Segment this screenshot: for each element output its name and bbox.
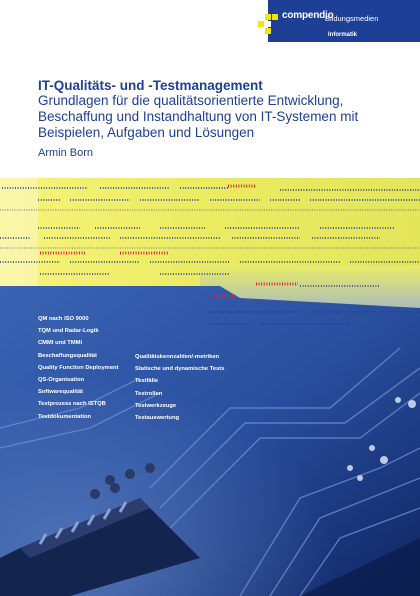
topic-item: Beschaffungsqualität <box>38 352 97 359</box>
topic-item: Quality Function Deployment <box>38 364 119 371</box>
topic-item: Testfälle <box>135 378 159 385</box>
topic-item: Testrollen <box>135 390 163 397</box>
topic-item: Testdokumentation <box>38 413 92 420</box>
topic-item: CMMI und TMMi <box>38 340 83 347</box>
topic-item: QS-Organisation <box>38 376 85 383</box>
topic-item: Testauswertung <box>135 414 180 421</box>
topics-list-right <box>135 351 224 424</box>
topic-item: Testprozess nach ISTQB <box>38 401 106 408</box>
series-label: Informatik <box>328 32 358 38</box>
publisher-brand: compendio <box>282 10 334 21</box>
topics-list-left <box>38 313 119 423</box>
topic-item: Softwarequalität <box>38 389 84 396</box>
book-subtitle: Grundlagen für die qualitätsorientierte Entwicklung, Beschaffung und Instandhaltung von IT-Systemen mit Beispielen, Aufgaben und Lösungen <box>38 93 359 140</box>
topic-item: Statische und dynamische Tests <box>135 366 225 373</box>
topic-item: Testwerkzeuge <box>135 402 177 409</box>
book-author: Armin Born <box>38 147 94 159</box>
publisher-logo-icon <box>258 14 278 34</box>
publisher-brand-suffix: Bildungsmedien <box>325 14 379 23</box>
publisher-header <box>0 0 420 42</box>
topic-item: Qualitätskennzahlen/-metriken <box>135 354 220 360</box>
topic-item: QM nach ISO 9000 <box>38 316 89 322</box>
book-title: IT-Qualitäts- und -Testmanagement <box>38 78 263 93</box>
topic-item: TQM und Radar-Logik <box>38 328 99 335</box>
